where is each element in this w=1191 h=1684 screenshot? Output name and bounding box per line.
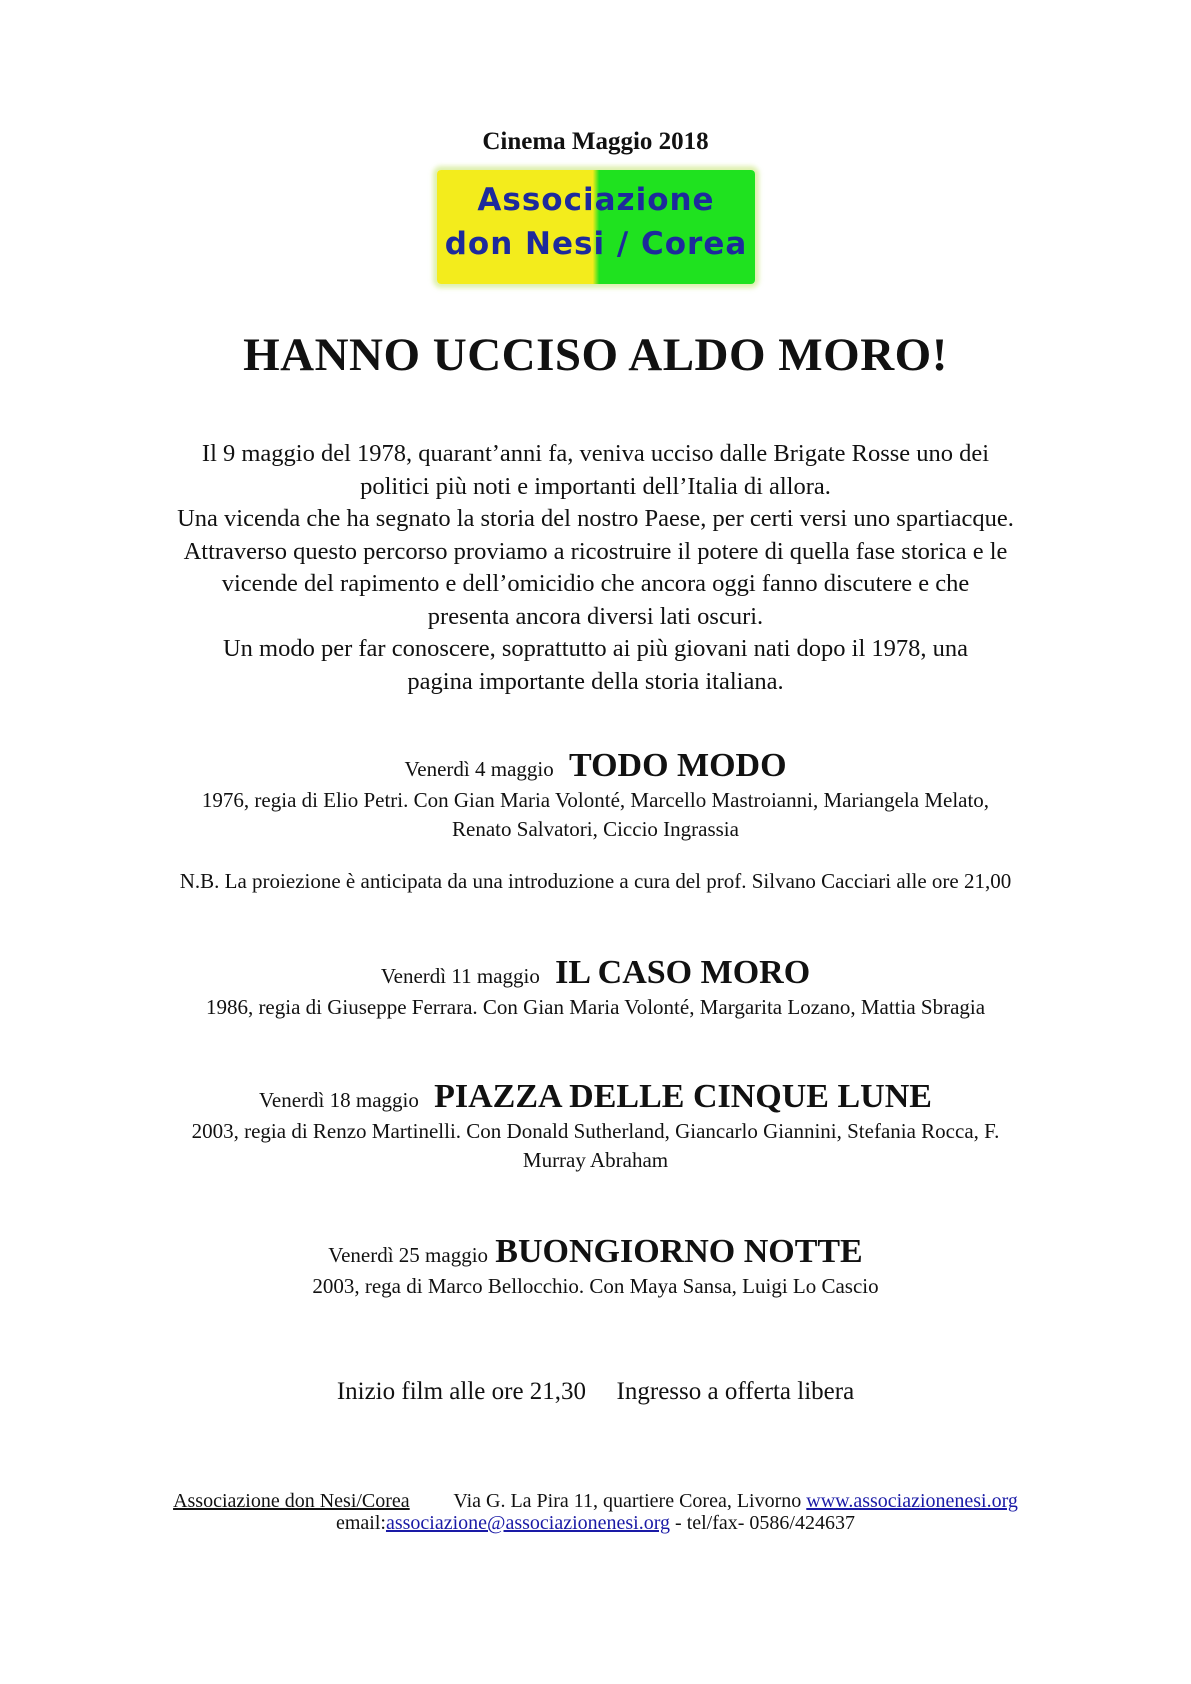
footer-address: Via G. La Pira 11, quartiere Corea, Livorno <box>453 1490 802 1512</box>
event-1-description <box>0 786 1191 843</box>
event-3-desc-line-1: 2003, regia di Renzo Martinelli. Con Donald Sutherland, Giancarlo Giannini, Stefania Rocca, F. <box>191 1119 1000 1143</box>
event-1-heading <box>0 747 1191 785</box>
intro-paragraph-2: Una vicenda che ha segnato la storia del nostro Paese, per certi versi uno spartiacque. <box>177 505 1014 532</box>
closing-info <box>0 1378 1191 1406</box>
footer-phone: - tel/fax- 0586/424637 <box>675 1512 855 1534</box>
intro-paragraph-3: Attraverso questo percorso proviamo a ricostruire il potere di quella fase storica e le vicende del rapimento e dell’omicidio che ancora oggi fanno discutere e che presenta ancora diversi lati oscuri. <box>183 537 1008 630</box>
footer-line-2 <box>0 1512 1191 1535</box>
association-logo <box>437 170 755 284</box>
event-4-heading <box>0 1233 1191 1271</box>
logo-line-1: Associazione <box>477 182 715 218</box>
page-title: HANNO UCCISO ALDO MORO! <box>243 329 948 381</box>
intro-text <box>0 438 1191 698</box>
event-1-desc-line-2: Renato Salvatori, Ciccio Ingrassia <box>452 816 739 841</box>
intro-paragraph-4: Un modo per far conoscere, soprattutto ai più giovani nati dopo il 1978, una pagina importante della storia italiana. <box>222 635 969 695</box>
event-2-film: IL CASO MORO <box>555 954 811 991</box>
event-3-film: PIAZZA DELLE CINQUE LUNE <box>434 1078 932 1115</box>
logo-line-2: don Nesi / Corea <box>444 226 748 262</box>
intro-paragraph-1: Il 9 maggio del 1978, quarant’anni fa, veniva ucciso dalle Brigate Rosse uno dei politici più noti e importanti dell’Italia di allora. <box>201 440 990 500</box>
footer-line-1 <box>0 1490 1191 1513</box>
event-3-desc-line-2: Murray Abraham <box>522 1147 669 1172</box>
event-4-date: Venerdì 25 maggio <box>328 1243 489 1267</box>
website-link[interactable]: www.associazionenesi.org <box>806 1490 1018 1512</box>
event-1-desc-line-1: 1976, regia di Elio Petri. Con Gian Maria Volonté, Marcello Mastroianni, Mariangela Melato, <box>201 788 990 812</box>
event-4-desc-line-1: 2003, rega di Marco Bellocchio. Con Maya Sansa, Luigi Lo Cascio <box>312 1274 879 1298</box>
page-subtitle: Cinema Maggio 2018 <box>482 128 709 155</box>
event-4-description <box>0 1272 1191 1301</box>
event-1-film: TODO MODO <box>569 747 787 784</box>
start-time: Inizio film alle ore 21,30 <box>336 1378 587 1405</box>
event-3-date: Venerdì 18 maggio <box>259 1088 419 1112</box>
event-2-desc-line-1: 1986, regia di Giuseppe Ferrara. Con Gian Maria Volonté, Margarita Lozano, Mattia Sbragia <box>205 995 986 1019</box>
event-3-description <box>0 1117 1191 1174</box>
email-link[interactable]: associazione@associazionenesi.org <box>385 1512 671 1534</box>
event-3-heading <box>0 1078 1191 1116</box>
email-label: email: <box>335 1512 386 1534</box>
event-1-note: N.B. La proiezione è anticipata da una introduzione a cura del prof. Silvano Cacciari alle ore 21,00 <box>179 869 1012 893</box>
event-4-film: BUONGIORNO NOTTE <box>495 1233 863 1270</box>
entry-info: Ingresso a offerta libera <box>616 1378 855 1405</box>
event-2-date: Venerdì 11 maggio <box>380 964 540 988</box>
event-2-description <box>0 993 1191 1022</box>
footer-org: Associazione don Nesi/Corea <box>173 1490 410 1512</box>
event-2-heading <box>0 954 1191 992</box>
event-1-date: Venerdì 4 maggio <box>404 757 554 781</box>
